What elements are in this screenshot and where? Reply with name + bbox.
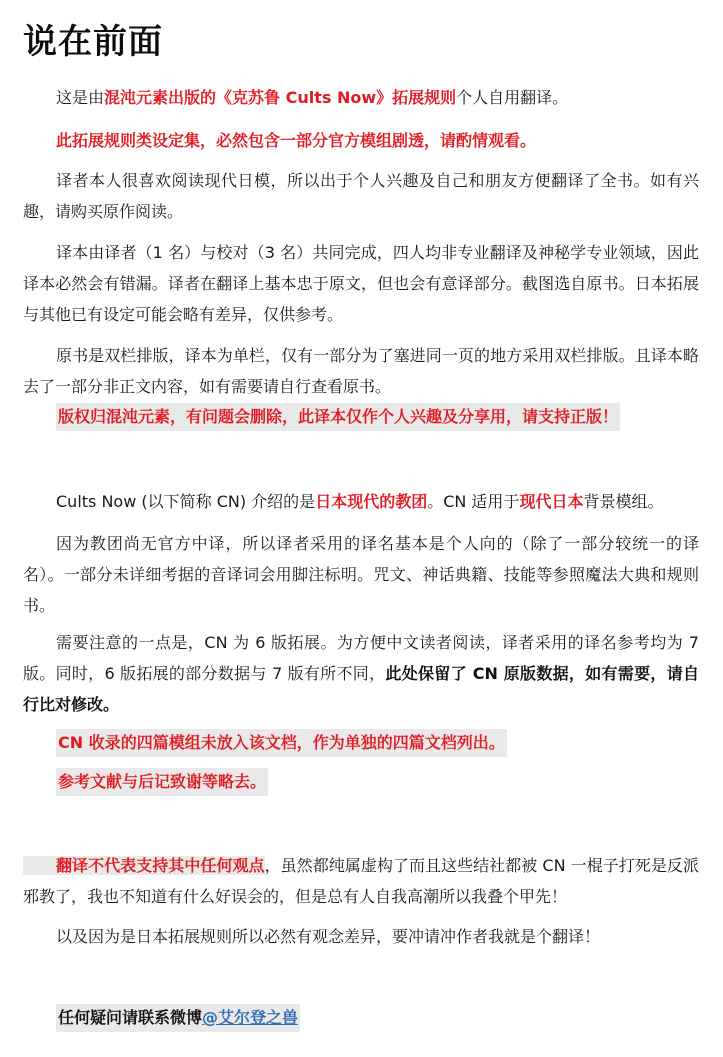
copyright-notice: 版权归混沌元素，有问题会删除，此译本仅作个人兴趣及分享用，请支持正版！ <box>56 403 620 431</box>
modern-japan-highlight: 现代日本 <box>519 492 584 511</box>
page-title: 说在前面 <box>23 22 163 62</box>
layout-note-paragraph: 原书是双栏排版，译本为单栏，仅有一部分为了塞进同一页的地方采用双栏排版。且译本略去了一部分非正文内容，如有需要请自行查看原书。 <box>23 346 699 396</box>
disclaimer-highlight: 翻译不代表支持其中任何观点 <box>23 856 265 875</box>
cn-intro-end: 背景模组。 <box>583 492 664 511</box>
intro-text: 这是由 <box>56 88 105 107</box>
spoiler-warning: 此拓展规则类设定集，必然包含一部分官方模组剧透，请酌情观看。 <box>56 131 537 150</box>
japan-cults-highlight: 日本现代的教团 <box>315 492 428 511</box>
cn-intro-text: Cults Now (以下简称 CN) 介绍的是 <box>56 492 316 511</box>
edition-note-paragraph <box>23 627 699 720</box>
culture-note-paragraph: 以及因为是日本拓展规则所以必然有观念差异，要冲请冲作者我就是个翻译！ <box>56 927 601 946</box>
cn-intro-mid: 。CN 适用于 <box>427 492 520 511</box>
translation-team-paragraph: 译本由译者（1 名）与校对（3 名）共同完成，四人均非专业翻译及神秘学专业领域，因此译本必然会有错漏。译者在翻译上基本忠于原文，但也会有意译部分。截图选自原书。日本拓展与其他已有设定可能会略有差异，仅供参考。 <box>23 243 699 324</box>
references-note: 参考文献与后记致谢等略去。 <box>56 768 268 796</box>
edition-note-bold: 此处保留了 CN 原版数据，如有需要，请自行比对修改。 <box>23 664 699 714</box>
edition-note-text: 需要注意的一点是，CN 为 6 版拓展。为方便中文读者阅读，译者采用的译名参考均为 7 版。同时，6 版拓展的部分数据与 7 版有所不同， <box>23 633 699 683</box>
modules-note: CN 收录的四篇模组未放入该文档，作为单独的四篇文档列出。 <box>56 729 507 757</box>
contact-label: 任何疑问请联系微博 <box>58 1008 203 1027</box>
book-title-highlight: 混沌元素出版的《克苏鲁 Cults Now》拓展规则 <box>104 88 457 107</box>
intro-text-end: 个人自用翻译。 <box>456 88 569 107</box>
intro-paragraph <box>23 82 699 113</box>
disclaimer-text: ，虽然都纯属虚构了而且这些结社都被 CN 一棍子打死是反派邪教了，我也不知道有什么好误会的，但是总有人自我高潮所以我叠个甲先！ <box>23 856 699 906</box>
contact-line <box>56 1004 300 1032</box>
naming-note-paragraph: 因为教团尚无官方中译，所以译者采用的译名基本是个人向的（除了一部分较统一的译名）。一部分未详细考据的音译词会用脚注标明。咒文、神话典籍、技能等参照魔法大典和规则书。 <box>23 534 699 615</box>
cults-now-intro <box>23 486 699 517</box>
disclaimer-paragraph <box>23 850 699 912</box>
weibo-link[interactable]: @艾尔登之兽 <box>202 1008 299 1027</box>
translator-note-paragraph: 译者本人很喜欢阅读现代日模，所以出于个人兴趣及自己和朋友方便翻译了全书。如有兴趣，请购买原作阅读。 <box>23 171 699 221</box>
